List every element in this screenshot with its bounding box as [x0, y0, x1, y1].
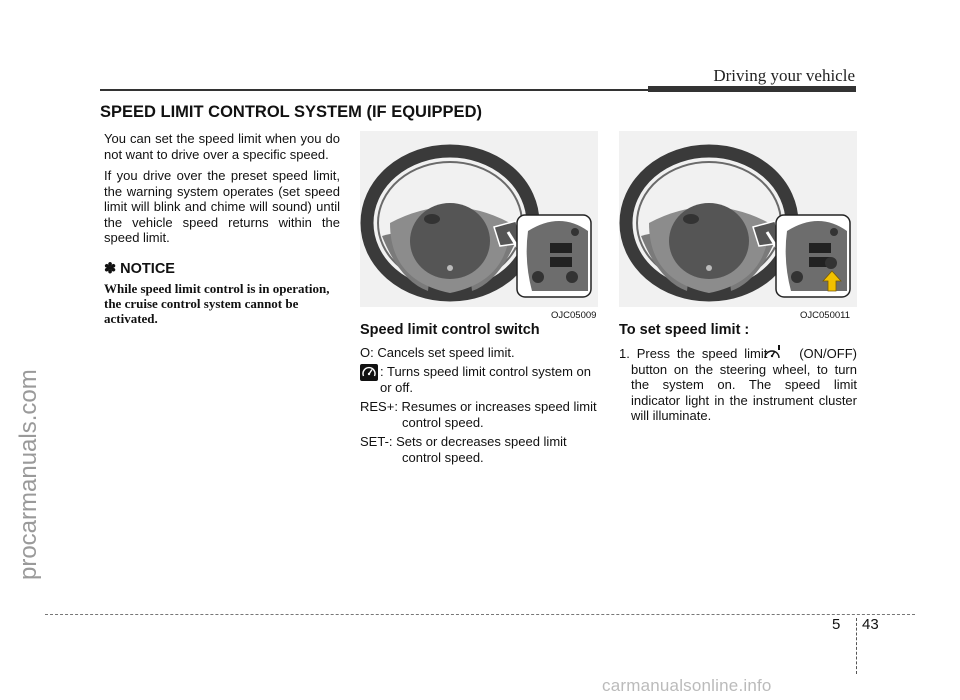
side-watermark	[6, 170, 46, 590]
speed-limit-icon	[360, 364, 378, 381]
right-column	[619, 323, 857, 430]
left-column	[104, 131, 340, 326]
page-number: 43	[862, 616, 879, 633]
set-item: SET-: Sets or decreases speed limit control speed.	[360, 434, 567, 465]
step-1-text-a: 1. Press the speed limit	[619, 345, 768, 361]
header-bar	[648, 86, 856, 92]
section-number: 5	[832, 616, 841, 633]
middle-column	[360, 323, 600, 469]
notice-body: While speed limit control is in operation, the cruise control system cannot be activated.	[104, 281, 330, 326]
steering-wheel-image	[360, 131, 598, 307]
side-watermark-text: procarmanuals.com	[15, 369, 42, 580]
intro-paragraph: You can set the speed limit when you do not want to drive over a specific speed.	[104, 131, 340, 162]
footer-rule	[45, 614, 915, 615]
switch-section-title: Speed limit control switch	[360, 322, 540, 338]
step-1-text-b: (ON/OFF) button on the steering wheel, to turn the system on. The speed limit indicator light in the instrument cluster will illuminate.	[631, 345, 857, 423]
onoff-item-text: : Turns speed limit control system on or off.	[380, 364, 591, 395]
steering-wheel-arrow-figure	[619, 131, 857, 307]
step-1	[619, 345, 857, 424]
res-item: RES+: Resumes or increases speed limit control speed.	[360, 399, 597, 430]
figure-code-1: OJC05009	[551, 310, 597, 321]
notice-title: ✽ NOTICE	[104, 260, 175, 277]
steering-wheel-figure	[360, 131, 598, 307]
header-title: Driving your vehicle	[713, 66, 855, 85]
figure-code-2: OJC050011	[800, 310, 850, 321]
section-title: SPEED LIMIT CONTROL SYSTEM (IF EQUIPPED)	[100, 103, 482, 121]
set-limit-title: To set speed limit :	[619, 322, 750, 338]
page-divider	[856, 618, 857, 674]
steering-wheel-arrow-image	[619, 131, 857, 307]
speed-limit-icon	[774, 345, 792, 362]
warning-paragraph: If you drive over the preset speed limit, the warning system operates (set speed limit will blink and chime will sound) until the vehicle speed returns within the speed limit.	[104, 168, 340, 245]
cancel-item: O: Cancels set speed limit.	[360, 344, 515, 360]
onoff-item	[360, 364, 600, 395]
bottom-watermark: carmanualsonline.info	[602, 676, 772, 695]
